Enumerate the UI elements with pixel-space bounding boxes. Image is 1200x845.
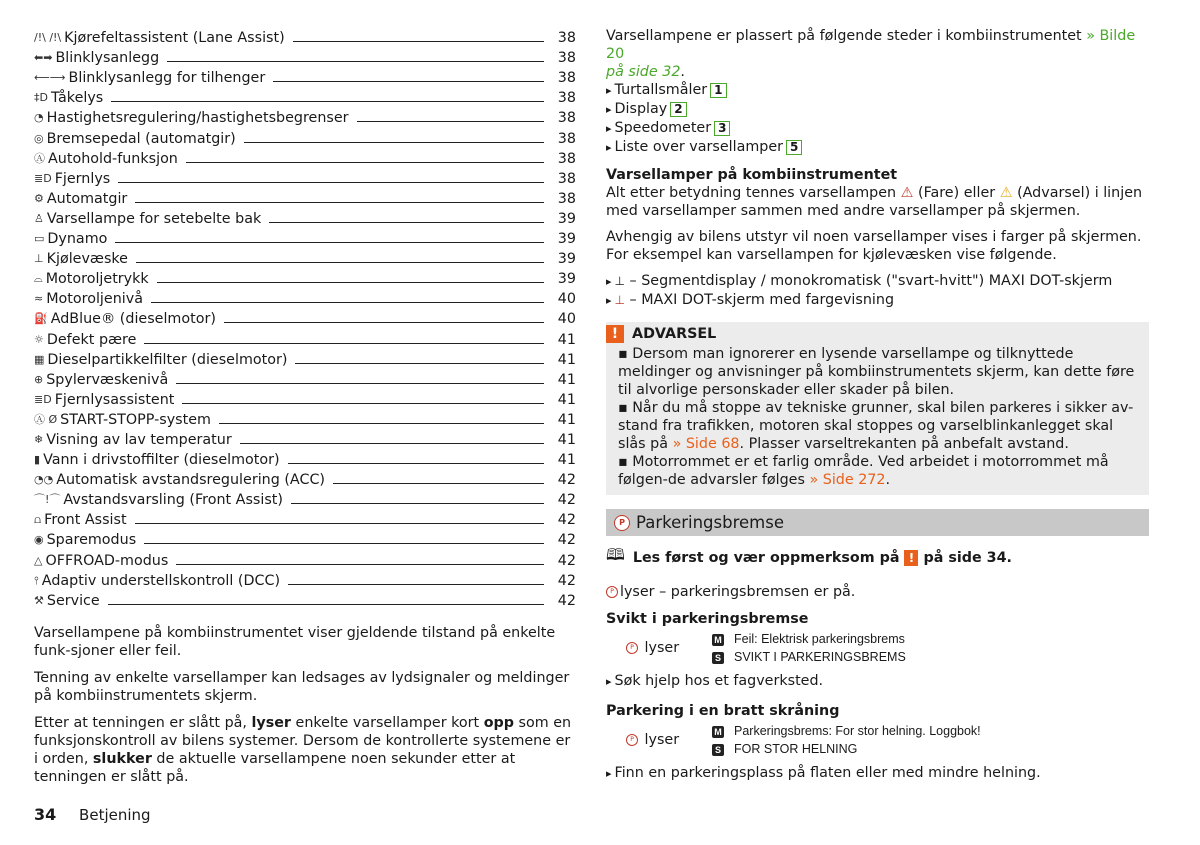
warning-lamp-icon: ⌓ — [34, 272, 43, 286]
toc-row[interactable] — [34, 268, 576, 288]
toc-page-number: 41 — [557, 331, 576, 348]
warning-lamp-icon: ≣D — [34, 392, 52, 406]
toc-label: Visning av lav temperatur — [46, 431, 232, 448]
toc-row[interactable] — [34, 188, 576, 208]
leader-line — [273, 81, 544, 82]
subheading-lamps: Varsellamper på kombiinstrumentet — [606, 167, 898, 183]
warning-lamp-icon: ‡D — [34, 91, 48, 105]
warning-item: ▪ Dersom man ignorerer en lysende varsellampe og tilknyttede meldinger og anvisninger på kombiinstrumentets skjerm, kan dette føre til alvorlige personskader eller skader på bilen. — [618, 346, 1135, 398]
ignition-paragraph: Etter at tenningen er slått på, lyser enkelte varsellamper kort opp som en funksjonskontroll av bilens systemer. Dersom de kontrollerte systemene er i orden, slukker de aktuelle varsellampene noen sekunder etter at tenningen er slått på. — [34, 714, 572, 785]
warning-lamp-icon: ▦ — [34, 352, 45, 366]
coolant-mono-icon: ⊥ — [614, 274, 625, 288]
leader-line — [135, 523, 544, 524]
location-list — [606, 81, 1149, 157]
toc-label: Bremsepedal (automatgir) — [46, 130, 236, 147]
side-68-link[interactable]: » Side 68 — [672, 436, 740, 452]
toc-page-number: 40 — [557, 291, 576, 308]
toc-page-number: 42 — [557, 532, 576, 549]
toc-label: Kjølevæske — [46, 251, 128, 268]
leader-line — [186, 162, 544, 163]
warning-lamp-icon: ⩍ — [34, 513, 42, 527]
leader-line — [357, 121, 544, 122]
warning-lamp-icon: ⬅➡ — [34, 51, 53, 65]
page-footer — [34, 805, 151, 824]
subheading-slope: Parkering i en bratt skråning — [606, 703, 840, 719]
subheading-failure: Svikt i parkeringsbremse — [606, 611, 809, 627]
warning-lamp-icon: Ⓐ Ø — [34, 412, 58, 426]
toc-row[interactable] — [34, 148, 576, 168]
toc-row[interactable] — [34, 328, 576, 348]
location-intro: Varsellampene er plassert på følgende steder i kombiinstrumentet » Bilde 20 på side 32. — [606, 28, 1136, 80]
callout-number: 3 — [714, 121, 730, 136]
warning-lamp-icon: ⫯ — [34, 573, 39, 587]
list-item: ▸ ⊥ – Segmentdisplay / monokromatisk ("svart-hvitt") MAXI DOT-skjerm — [606, 272, 1149, 291]
leader-line — [167, 61, 544, 62]
toc-row[interactable] — [34, 107, 576, 127]
warning-lamp-icon: ⟵⟶ — [34, 71, 66, 85]
toc-page-number: 40 — [557, 311, 576, 328]
toc-label: Spylervæskenivå — [46, 371, 169, 388]
toc-page-number: 38 — [557, 90, 576, 107]
toc-row[interactable] — [34, 168, 576, 188]
callout-number: 2 — [670, 102, 686, 117]
toc-label: START-STOPP-system — [60, 411, 211, 428]
leader-line — [269, 222, 544, 223]
leader-line — [182, 403, 544, 404]
toc-row[interactable] — [34, 87, 576, 107]
toc-page-number: 42 — [557, 572, 576, 589]
action-list — [606, 672, 1149, 691]
toc-row[interactable] — [34, 449, 576, 469]
toc-label: Autohold-funksjon — [48, 150, 178, 167]
warning-lamp-index — [34, 27, 576, 610]
toc-row[interactable] — [34, 529, 576, 549]
list-item: ▸ Speedometer 3 — [606, 119, 1149, 138]
toc-page-number: 38 — [557, 30, 576, 47]
book-icon: 🕮 — [606, 545, 625, 564]
toc-row[interactable] — [34, 489, 576, 509]
toc-page-number: 41 — [557, 411, 576, 428]
figure-link[interactable]: » Bilde 20 på side 32 — [606, 28, 1136, 80]
coolant-display-list — [606, 272, 1149, 310]
toc-row[interactable] — [34, 288, 576, 308]
toc-label: Dynamo — [47, 231, 108, 248]
warning-header — [606, 325, 1137, 343]
toc-label: Motoroljenivå — [46, 291, 143, 308]
left-column — [34, 27, 576, 786]
display-message-slope: P lyser M Parkeringsbrems: For stor helning. Loggbok! S FOR STOR HELNING — [626, 722, 1149, 758]
toc-label: Fjernlysassistent — [54, 391, 175, 408]
leader-line — [144, 343, 544, 344]
toc-row[interactable] — [34, 369, 576, 389]
leader-line — [151, 302, 544, 303]
toc-page-number: 41 — [557, 391, 576, 408]
toc-row[interactable] — [34, 248, 576, 268]
toc-page-number: 41 — [557, 452, 576, 469]
warning-lamp-icon: ≣D — [34, 171, 52, 185]
action-list — [606, 764, 1149, 783]
toc-row[interactable] — [34, 349, 576, 369]
danger-triangle-icon: ⚠ — [900, 185, 914, 201]
callout-number: 5 — [786, 140, 802, 155]
leader-line — [135, 202, 544, 203]
list-item: ▸ Turtallsmåler 1 — [606, 81, 1149, 100]
toc-label: Tåkelys — [50, 90, 104, 107]
toc-label: Blinklysanlegg for tilhenger — [68, 70, 266, 87]
warning-lamp-icon: Ⓐ — [34, 151, 45, 165]
leader-line — [240, 443, 544, 444]
warning-lamp-icon: ◉ — [34, 533, 44, 547]
segment-icon: S — [712, 652, 724, 664]
toc-page-number: 38 — [557, 170, 576, 187]
toc-row[interactable] — [34, 27, 576, 47]
parking-brake-on-text: P lyser – parkeringsbremsen er på. — [606, 583, 1149, 601]
toc-page-number: 41 — [557, 371, 576, 388]
leader-line — [176, 383, 544, 384]
leader-line — [244, 142, 544, 143]
toc-label: Dieselpartikkelfilter (dieselmotor) — [47, 351, 288, 368]
toc-page-number: 38 — [557, 190, 576, 207]
list-item: ▸ Finn en parkeringsplass på flaten eller med mindre helning. — [606, 764, 1149, 783]
toc-label: Automatgir — [46, 190, 128, 207]
warning-icon: ! — [606, 325, 624, 343]
warning-lamp-icon: ▭ — [34, 232, 45, 246]
toc-page-number: 39 — [557, 210, 576, 227]
toc-page-number: 41 — [557, 431, 576, 448]
warning-lamp-icon: ⊕ — [34, 372, 44, 386]
list-item: ▸ Søk hjelp hos et fagverksted. — [606, 672, 1149, 691]
parking-brake-icon: P — [606, 586, 618, 598]
warning-lamp-icon: ❄ — [34, 432, 44, 446]
leader-line — [295, 363, 544, 364]
right-column — [606, 27, 1149, 783]
warning-lamp-icon: △ — [34, 553, 43, 567]
toc-page-number: 38 — [557, 110, 576, 127]
coolant-color-icon: ⊥ — [614, 293, 625, 307]
toc-page-number: 39 — [557, 231, 576, 248]
warning-box — [606, 322, 1149, 495]
leader-line — [288, 463, 544, 464]
toc-label: Front Assist — [44, 512, 127, 529]
warning-lamp-icon: ◎ — [34, 131, 44, 145]
toc-page-number: 39 — [557, 271, 576, 288]
warning-item: ▪ Når du må stoppe av tekniske grunner, skal bilen parkeres i sikker av-stand fra trafikken, motoren skal stoppes og varselblinkanlegget skal slås på » Side 68. Plasser varseltrekanten på anbefalt avstand. — [618, 400, 1134, 452]
leader-line — [176, 564, 544, 565]
warning-lamp-icon: ☼ — [34, 332, 44, 346]
toc-page-number: 41 — [557, 351, 576, 368]
maxidot-icon: M — [712, 726, 724, 738]
leader-line — [108, 604, 544, 605]
toc-row[interactable] — [34, 590, 576, 610]
callout-number: 1 — [710, 83, 726, 98]
toc-page-number: 42 — [557, 552, 576, 569]
read-first-note: 🕮 Les først og vær oppmerksom på ! på side 34. — [606, 544, 1149, 571]
toc-row[interactable] — [34, 469, 576, 489]
toc-label: AdBlue® (dieselmotor) — [50, 311, 216, 328]
toc-page-number: 38 — [557, 130, 576, 147]
warning-lamp-icon: ⊥ — [34, 252, 44, 266]
toc-label: Automatisk avstandsregulering (ACC) — [56, 472, 326, 489]
toc-row[interactable] — [34, 47, 576, 67]
section-title: Parkeringsbremse — [636, 513, 784, 532]
toc-row[interactable] — [34, 570, 576, 590]
leader-line — [224, 322, 544, 323]
leader-line — [333, 483, 544, 484]
toc-label: Varsellampe for setebelte bak — [46, 210, 262, 227]
warning-icon: ! — [904, 550, 918, 566]
parking-brake-icon: P — [626, 734, 638, 746]
leader-line — [115, 242, 544, 243]
section-header-parking-brake — [606, 509, 1149, 536]
toc-page-number: 38 — [557, 150, 576, 167]
toc-row[interactable] — [34, 228, 576, 248]
segment-icon: S — [712, 744, 724, 756]
toc-label: Motoroljetrykk — [45, 271, 149, 288]
leader-line — [157, 282, 544, 283]
warning-lamp-icon: ◔ — [34, 111, 44, 125]
toc-page-number: 42 — [557, 592, 576, 609]
color-paragraph: Avhengig av bilens utstyr vil noen varsellamper vises i farger på skjermen. For eksempel kan varsellampen for kjølevæsken vise følgende. — [606, 229, 1142, 263]
list-item: ▸ Display 2 — [606, 100, 1149, 119]
leader-line — [111, 101, 544, 102]
leader-line — [144, 543, 544, 544]
toc-page-number: 42 — [557, 472, 576, 489]
lamp-meaning-paragraph: Alt etter betydning tennes varsellampen ⚠ (Fare) eller ⚠ (Advarsel) i linjen med varsellamper sammen med andre varsellamper på skjermen. — [606, 185, 1143, 219]
warning-item: ▪ Motorrommet er et farlig område. Ved arbeidet i motorrommet må følgen-de advarsler følges » Side 272. — [618, 454, 1109, 488]
toc-row[interactable] — [34, 429, 576, 449]
toc-label: Service — [46, 592, 100, 609]
warning-lamp-icon: ♙ — [34, 211, 44, 225]
leader-line — [136, 262, 544, 263]
warning-lamp-icon: ⚙ — [34, 191, 44, 205]
toc-page-number: 42 — [557, 492, 576, 509]
toc-row[interactable] — [34, 208, 576, 228]
display-message-failure: P lyser M Feil: Elektrisk parkeringsbrems S SVIKT I PARKERINGSBREMS — [626, 630, 1149, 666]
warning-lamp-icon: /!\ /!\ — [34, 31, 62, 45]
toc-label: Sparemodus — [46, 532, 137, 549]
leader-line — [293, 41, 544, 42]
list-item: ▸ ⊥ – MAXI DOT-skjerm med fargevisning — [606, 291, 1149, 310]
warning-triangle-icon: ⚠ — [999, 185, 1013, 201]
parking-brake-icon: P — [614, 515, 630, 531]
sound-paragraph: Tenning av enkelte varsellamper kan ledsages av lydsignaler og meldinger på kombiinstrumentets skjerm. — [34, 669, 570, 704]
toc-row[interactable] — [34, 509, 576, 529]
toc-label: Hastighetsregulering/hastighetsbegrenser — [46, 110, 349, 127]
page-number: 34 — [34, 805, 57, 824]
warning-lamp-icon: ◔◔ — [34, 473, 54, 487]
toc-page-number: 38 — [557, 50, 576, 67]
maxidot-icon: M — [712, 634, 724, 646]
warning-lamp-icon: ⌒!⌒ — [34, 493, 61, 507]
toc-label: Kjørefeltassistent (Lane Assist) — [64, 30, 285, 47]
warning-lamp-icon: ⛽ — [34, 312, 48, 326]
toc-label: Vann i drivstoffilter (dieselmotor) — [43, 452, 280, 469]
intro-paragraph: Varsellampene på kombiinstrumentet viser gjeldende tilstand på enkelte funk-sjoner eller feil. — [34, 624, 556, 659]
toc-label: Defekt pære — [46, 331, 137, 348]
leader-line — [219, 423, 544, 424]
toc-label: OFFROAD-modus — [45, 552, 169, 569]
toc-row[interactable] — [34, 409, 576, 429]
parking-brake-icon: P — [626, 642, 638, 654]
toc-page-number: 42 — [557, 512, 576, 529]
leader-line — [288, 584, 544, 585]
toc-row[interactable] — [34, 389, 576, 409]
warning-title: ADVARSEL — [632, 326, 717, 342]
list-item: ▸ Liste over varsellamper 5 — [606, 138, 1149, 157]
toc-label: Blinklysanlegg — [55, 50, 160, 67]
toc-label: Avstandsvarsling (Front Assist) — [63, 492, 283, 509]
toc-page-number: 39 — [557, 251, 576, 268]
toc-label: Fjernlys — [54, 170, 111, 187]
warning-lamp-icon: ≈ — [34, 292, 44, 306]
toc-row[interactable] — [34, 308, 576, 328]
toc-page-number: 38 — [557, 70, 576, 87]
warning-lamp-icon: ⚒ — [34, 593, 44, 607]
chapter-name: Betjening — [79, 806, 151, 824]
toc-label: Adaptiv understellskontroll (DCC) — [41, 572, 281, 589]
leader-line — [291, 503, 544, 504]
toc-row[interactable] — [34, 67, 576, 87]
side-272-link[interactable]: » Side 272 — [809, 472, 886, 488]
leader-line — [118, 182, 544, 183]
warning-lamp-icon: ▮ — [34, 453, 41, 467]
toc-row[interactable] — [34, 127, 576, 147]
toc-row[interactable] — [34, 549, 576, 569]
